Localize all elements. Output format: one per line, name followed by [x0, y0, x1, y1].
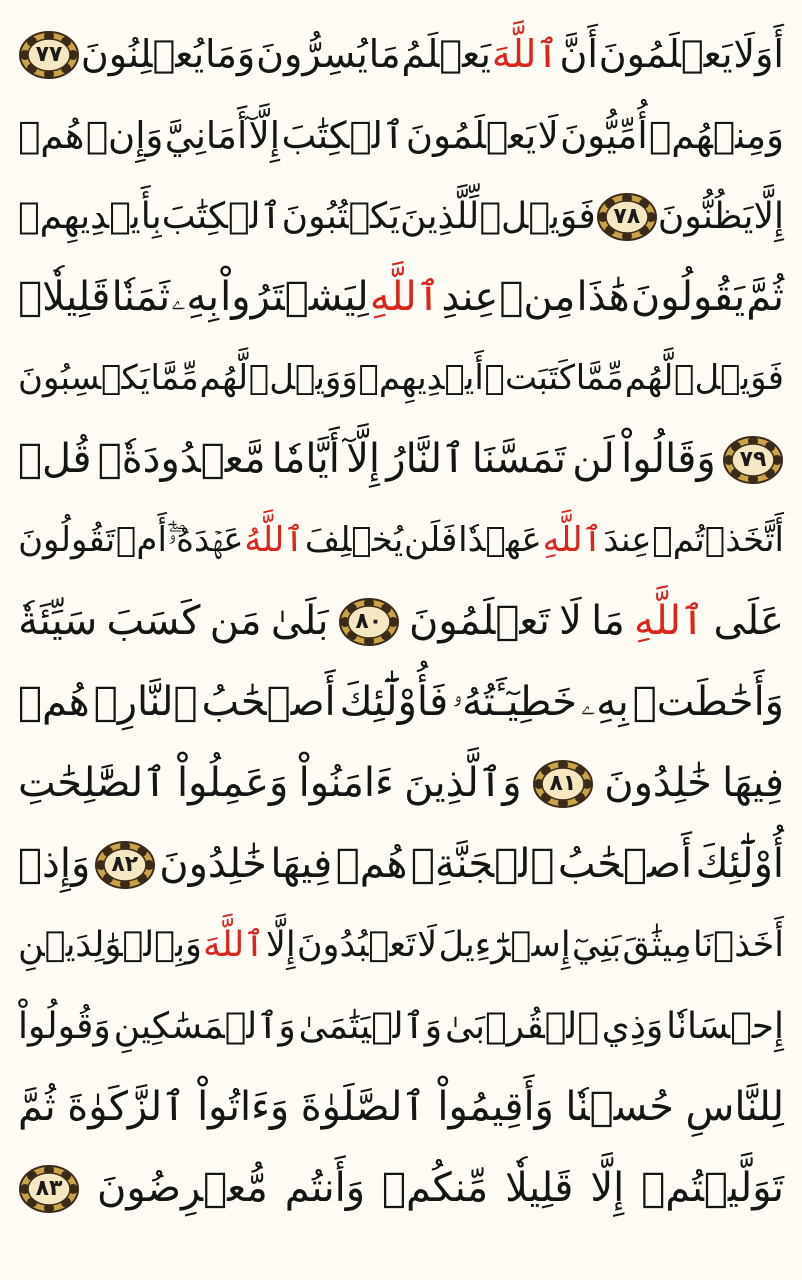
verse-word: لَّهُم [624, 358, 674, 398]
ayah-number: ٧٧ [35, 41, 63, 67]
verse-word: يَظُنُّونَ [657, 196, 754, 237]
verse-word: كَسَبَ [106, 598, 201, 644]
verse-word: هُمۡ [18, 114, 85, 157]
divine-name-word: ٱللَّهِ [369, 274, 441, 320]
ayah-number: ٨١ [549, 770, 577, 796]
divine-name-word: ٱللَّهَ [491, 32, 559, 76]
verse-word: وَأَحَٰطَتۡ [632, 679, 784, 725]
verse-word: ثُمَّ [18, 1084, 56, 1130]
verse-word: وَبِٱلۡوَٰلِدَيۡنِ [18, 925, 202, 965]
verse-word: هُمۡ [335, 841, 408, 887]
verse-word: يُخۡلِفَ [304, 520, 404, 560]
verse-word: وَءَاتُواْ [197, 1084, 290, 1130]
verse-word: إِلَّا [590, 1165, 625, 1211]
verse-word: خَٰلِدُونَ [604, 760, 712, 806]
verse-word: تَوَلَّيۡتُمۡ [641, 1165, 784, 1211]
verse-word: يَعۡلَمُونَ [405, 114, 537, 157]
ayah-number-marker [338, 597, 400, 647]
verse-word: لِلنَّاسِ [685, 1084, 784, 1130]
text-line [18, 986, 784, 1067]
verse-word: يُسِرُّونَ [256, 32, 368, 76]
verse-word: ٱلۡقُرۡبَىٰ [444, 1006, 599, 1047]
verse-word: لَا [537, 114, 559, 157]
verse-word: بَلَىٰ [270, 598, 329, 644]
verse-word: إِلَّا [753, 196, 784, 237]
text-line [18, 500, 784, 581]
verse-word: عَهۡدٗا [458, 520, 542, 560]
verse-word: أَمَانِيَّ [164, 114, 248, 157]
verse-word: لِّلَّذِينَ [400, 196, 480, 237]
verse-word: قُلۡ [18, 436, 92, 482]
verse-word: فِيهَا [270, 841, 333, 887]
verse-word: يُعۡلِنُونَ [80, 32, 205, 76]
verse-word: أُوْلَٰٓئِكَ [695, 841, 784, 887]
verse-word: يَكۡتُبُونَ [281, 196, 400, 237]
verse-word: أَمۡ [115, 520, 167, 560]
verse-word: إِسۡرَٰٓءِيلَ [438, 925, 571, 965]
verse-word: ٱلنَّارِۖ [93, 679, 198, 725]
verse-word: مَا [591, 598, 625, 644]
ayah-number-marker [94, 840, 156, 890]
verse-word: تَعۡلَمُونَ [409, 598, 550, 644]
ayah-number-marker [532, 759, 594, 809]
verse-word: أَخَذۡنَا [692, 925, 784, 965]
text-line [18, 581, 784, 662]
verse-word: لَن [572, 436, 615, 482]
verse-word: مِنۡ [499, 274, 576, 320]
ayah-number-marker [596, 192, 658, 242]
text-line [18, 95, 784, 176]
verse-word: يَعۡلَمُ [401, 32, 492, 76]
divine-name-word: ٱللَّهِ [542, 520, 603, 560]
divine-name-word: ٱللَّهِ [634, 598, 705, 644]
verse-word: فَلَن [403, 520, 458, 560]
verse-word: إِحۡسَانٗا [666, 1006, 784, 1047]
ayah-number-marker [18, 1164, 80, 1214]
verse-word: بِهِۦ [171, 274, 220, 320]
verse-word: فَوَيۡلٞ [479, 196, 596, 237]
verse-word: وَذِي [601, 1006, 664, 1047]
verse-word: يَعۡلَمُونَ [598, 32, 733, 76]
verse-word: وَمَا [205, 32, 256, 76]
verse-word: إِلَّآ [346, 436, 381, 482]
verse-word: بَنِيٓ [571, 925, 622, 965]
ayah-number: ٨٢ [111, 851, 139, 877]
ayah-number: ٨٣ [35, 1175, 63, 1201]
divine-name-word: ٱللَّهُ [244, 520, 305, 560]
verse-word: فَوَيۡلٞ [674, 358, 784, 398]
verse-word: ٱلۡكِتَٰبَ [161, 196, 282, 237]
verse-word: وَٱلۡيَتَٰمَىٰ [298, 1006, 443, 1047]
verse-word: ٱلزَّكَوٰةَ [67, 1084, 186, 1130]
verse-word: قَلِيلٗا [505, 1165, 574, 1211]
ayah-number: ٧٨ [613, 203, 641, 229]
verse-word: فَأُوْلَٰٓئِكَ [339, 679, 449, 725]
text-line [18, 743, 784, 824]
verse-word: أَوَلَا [733, 32, 784, 76]
verse-word: عَهۡدَهُۥٓۖ [167, 520, 244, 560]
verse-word: فِيهَا [722, 760, 784, 806]
verse-word: ٱلۡجَنَّةِۖ [410, 841, 555, 887]
verse-word: هُمۡ [18, 679, 90, 725]
verse-word: لَا [417, 925, 438, 965]
verse-word: وَمِنۡهُمۡ [649, 114, 784, 157]
text-line [18, 257, 784, 338]
text-line [18, 1067, 784, 1148]
verse-word: وَقَالُواْ [621, 436, 716, 482]
divine-name-word: ٱللَّهَ [203, 925, 265, 965]
verse-word: ثَمَنٗا [111, 274, 171, 320]
text-line [18, 338, 784, 419]
ayah-number: ٨٠ [355, 608, 383, 634]
text-line [18, 176, 784, 257]
verse-word: ءَامَنُواْ [298, 760, 394, 806]
verse-word: وَٱلَّذِينَ [404, 760, 522, 806]
verse-word: لَا [559, 598, 582, 644]
verse-word: مُّعۡرِضُونَ [97, 1165, 268, 1211]
verse-word: ٱلۡكِتَٰبَ [281, 114, 405, 157]
verse-word: وَإِذۡ [18, 841, 91, 887]
ayah-number: ٧٩ [739, 446, 767, 472]
verse-word: تَقُولُونَ [18, 520, 116, 560]
verse-word: إِلَّا [265, 925, 296, 965]
verse-word: مِّمَّا [575, 358, 625, 398]
verse-word: عَلَى [713, 598, 784, 644]
text-line [18, 662, 784, 743]
verse-word: أَنَّ [559, 32, 598, 76]
verse-word: تَعۡبُدُونَ [296, 925, 417, 965]
verse-word: مَا [368, 32, 401, 76]
verse-word: مِّنكُمۡ [381, 1165, 489, 1211]
verse-word: أَيۡدِيهِمۡ [358, 358, 484, 398]
verse-word: خَطِيٓـَٔتُهُۥ [452, 679, 578, 725]
verse-word: ٱلصَّلَوٰةَ [300, 1084, 426, 1130]
verse-word: ٱلصَّٰلِحَٰتِ [18, 760, 167, 806]
verse-word: أَتَّخَذۡتُمۡ [652, 520, 784, 560]
verse-word: خَٰلِدُونَ [159, 841, 267, 887]
verse-word: مِيثَٰقَ [622, 925, 692, 965]
verse-word: وَقُولُواْ [18, 1006, 111, 1047]
verse-word: إِلَّآ [248, 114, 281, 157]
text-line [18, 14, 784, 95]
verse-word: وَأَنتُم [284, 1165, 366, 1211]
verse-word: حُسۡنٗا [565, 1084, 675, 1130]
verse-word: لِيَشۡتَرُواْ [220, 274, 369, 320]
verse-word: أَصۡحَٰبُ [557, 841, 693, 887]
verse-word: مَّعۡدُودَةٗۚ [97, 436, 266, 482]
ayah-number-marker [722, 435, 784, 485]
verse-word: كَتَبَتۡ [484, 358, 576, 398]
verse-word: مَن [209, 598, 262, 644]
verse-word: بِهِۦ [581, 679, 629, 725]
verse-word: يَقُولُونَ [630, 274, 746, 320]
verse-word: وَأَقِيمُواْ [437, 1084, 554, 1130]
verse-word: عِندَ [603, 520, 652, 560]
verse-word: وَعَمِلُواْ [176, 760, 289, 806]
verse-word: ٱلنَّارُ [386, 436, 466, 482]
verse-word: أَصۡحَٰبُ [201, 679, 336, 725]
verse-word: ثُمَّ [746, 274, 784, 320]
verse-word: يَكۡسِبُونَ [18, 358, 150, 398]
verse-word: أُمِّيُّونَ [560, 114, 648, 157]
verse-word: مِّمَّا [150, 358, 199, 398]
verse-word: سَيِّئَةٗ [18, 598, 98, 644]
verse-word: هَٰذَا [576, 274, 630, 320]
verse-word: لَّهُم [199, 358, 249, 398]
verse-word: وَوَيۡلٞ [248, 358, 358, 398]
ayah-number-marker [18, 30, 80, 80]
verse-word: وَإِنۡ [85, 114, 164, 157]
verse-word: بِأَيۡدِيهِمۡ [18, 196, 162, 237]
text-line [18, 1148, 784, 1229]
verse-word: عِندِ [441, 274, 499, 320]
verse-word: تَمَسَّنَا [471, 436, 566, 482]
verse-word: أَيَّامٗا [271, 436, 340, 482]
verse-word: وَٱلۡمَسَٰكِينِ [113, 1006, 296, 1047]
text-line [18, 905, 784, 986]
text-line [18, 824, 784, 905]
text-line [18, 419, 784, 500]
verse-word: قَلِيلٗاۖ [18, 274, 111, 320]
